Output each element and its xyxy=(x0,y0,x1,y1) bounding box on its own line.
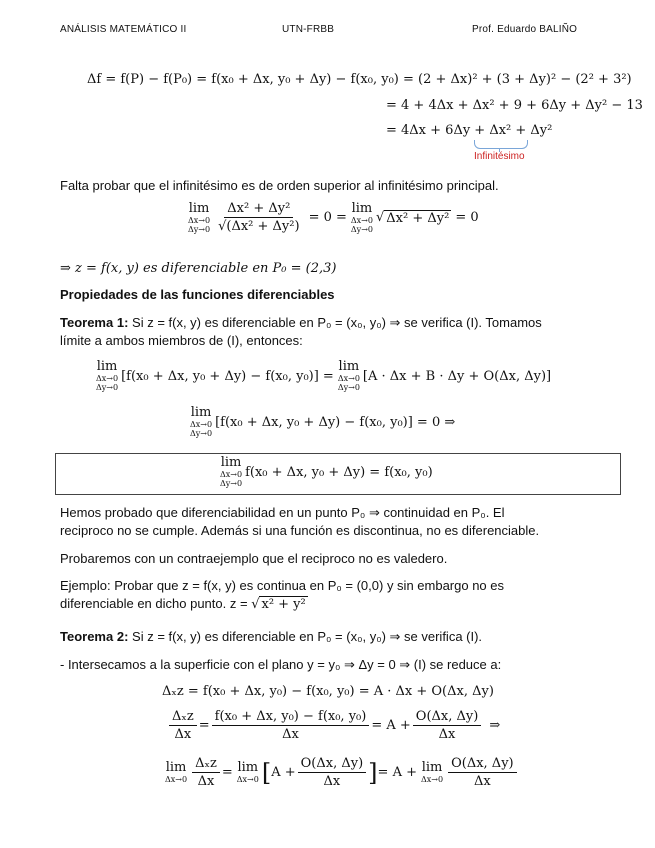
sqrt-sign: √ xyxy=(375,210,385,225)
lim1-sub1-b: Δx→0 xyxy=(350,215,373,225)
last-lim2 xyxy=(237,761,259,784)
lim2-sub1-b: Δx→0 xyxy=(337,374,360,383)
lim3-equation xyxy=(190,406,455,438)
frac-o xyxy=(413,708,482,743)
frac-lhs-num: Δₓz xyxy=(169,708,197,726)
last-frac1-num: Δₓz xyxy=(192,755,220,773)
lim1-word: lim xyxy=(188,200,210,216)
paragraph-diferenciabilidad xyxy=(60,504,625,540)
lim2-word-b: lim xyxy=(338,359,360,374)
lim2-operator-b xyxy=(338,360,360,392)
frac-equation xyxy=(167,708,500,743)
header-professor: Prof. Eduardo BALIÑO xyxy=(472,24,578,35)
eq1-line3: = 4Δx + 6Δy + Δx² + Δy² xyxy=(386,123,553,138)
last-frac1-den: Δx xyxy=(197,774,215,789)
frac-mid-den: Δx xyxy=(282,727,299,742)
lim3-sub2: Δy→0 xyxy=(190,429,213,438)
lim2-rhs: [A · Δx + B · Δy + O(Δx, Δy)] xyxy=(362,368,552,384)
ejemplo-line2 xyxy=(60,595,625,614)
last-frac1 xyxy=(192,755,220,790)
teorema2-label: Teorema 2: xyxy=(60,629,129,644)
lim1-sub2-b: Δy→0 xyxy=(350,224,373,234)
lim2-expr: [f(x₀ + Δx, y₀ + Δy) − f(x₀, y₀)] = xyxy=(121,368,334,384)
eq1-line1 xyxy=(87,72,632,87)
lim1-numerator: Δx² + Δy² xyxy=(224,200,293,218)
infinitesimo-brace xyxy=(474,140,528,149)
last-lim1 xyxy=(165,761,187,784)
frac-mid xyxy=(212,708,370,743)
lim1-sub2: Δy→0 xyxy=(188,224,211,234)
lim1-sqrt: Δx² + Δy² xyxy=(386,210,450,226)
frac-arrow: ⇒ xyxy=(489,718,501,733)
frac-lhs-den: Δx xyxy=(174,727,192,742)
section-title: Propiedades de las funciones diferenciables xyxy=(60,287,335,302)
last-eq1: = xyxy=(221,765,233,780)
frac-mid-num: f(x₀ + Δx, y₀) − f(x₀, y₀) xyxy=(212,708,370,726)
ejemplo-sqrt-sign: √ xyxy=(251,597,260,612)
last-frac2-den: Δx xyxy=(323,774,341,789)
lim2-equation xyxy=(96,360,551,392)
header-institution: UTN-FRBB xyxy=(282,24,335,35)
para1-line2: reciproco no se cumple. Además si una función es discontinua, no es diferenciable. xyxy=(60,523,540,538)
boxed-expr: f(x₀ + Δx, y₀ + Δy) = f(x₀, y₀) xyxy=(245,464,433,480)
eq1-rhs: = (2 + Δx)² + (3 + Δy)² − (2² + 3²) xyxy=(403,72,632,87)
boxed-word: lim xyxy=(220,455,242,470)
lim1-denominator: √(Δx² + Δy²) xyxy=(218,219,300,234)
last-lim3-word: lim xyxy=(421,760,443,775)
lim1-sub1: Δx→0 xyxy=(188,215,211,225)
frac-eq1: = xyxy=(198,718,210,733)
last-lim1-sub: Δx→0 xyxy=(165,775,188,784)
frac-o-den: Δx xyxy=(438,727,456,742)
teorema1 xyxy=(60,314,620,350)
lim2-sub2-b: Δy→0 xyxy=(337,383,360,392)
teorema1-text1: Si z = f(x, y) es diferenciable en P₀ = (x₀, y₀) ⇒ se verifica (I). Tomamos xyxy=(132,315,542,330)
lim2-sub2: Δy→0 xyxy=(96,383,119,392)
boxed-sub1: Δx→0 xyxy=(220,470,243,479)
last-lim2-sub: Δx→0 xyxy=(236,775,259,784)
teorema1-label: Teorema 1: xyxy=(60,315,129,330)
teorema2-text: Si z = f(x, y) es diferenciable en P₀ = (x₀, y₀) ⇒ se verifica (I). xyxy=(132,629,483,644)
last-frac2 xyxy=(298,755,367,790)
lim2-word: lim xyxy=(96,359,118,374)
lim3-operator xyxy=(190,406,212,438)
lim1-mid: = 0 = xyxy=(308,210,347,225)
ejemplo-line2-text: diferenciable en dicho punto. z = xyxy=(60,596,248,611)
boxed-equation xyxy=(220,456,433,488)
last-frac3-num: O(Δx, Δy) xyxy=(448,755,517,773)
lim1-equation xyxy=(188,200,479,235)
last-A-plus: A + xyxy=(271,765,296,780)
bracket-open: [ xyxy=(261,758,272,787)
last-lim2-word: lim xyxy=(237,760,259,775)
eq-dxz: Δₓz = f(x₀ + Δx, y₀) − f(x₀, y₀) = A · Δx + O(Δx, Δy) xyxy=(162,684,494,699)
last-equation xyxy=(165,755,519,790)
ejemplo-line1: Ejemplo: Probar que z = f(x, y) es continua en P₀ = (0,0) y sin embargo no es xyxy=(60,578,505,593)
lim2-sub1: Δx→0 xyxy=(96,374,119,383)
eq1-lhs: Δf = f(P) − f(P₀) = f(x₀ + Δx, y₀ + Δy) − f(x₀, y₀) xyxy=(87,72,399,87)
last-frac3-den: Δx xyxy=(473,774,491,789)
teorema2 xyxy=(60,628,482,646)
lim1-word-b: lim xyxy=(351,200,373,216)
lim1-operator xyxy=(188,202,210,234)
boxed-sub2: Δy→0 xyxy=(220,479,243,488)
last-eq2: = A + xyxy=(377,765,417,780)
ejemplo xyxy=(60,577,625,614)
boxed-operator xyxy=(220,456,242,488)
teorema1-line1 xyxy=(60,314,620,332)
lim3-expr: [f(x₀ + Δx, y₀ + Δy) − f(x₀, y₀)] = 0 ⇒ xyxy=(215,414,456,430)
text-falta-probar: Falta probar que el infinitésimo es de orden superior al infinitésimo principal. xyxy=(60,178,499,193)
frac-eq2: = A + xyxy=(371,718,411,733)
lim2-operator xyxy=(96,360,118,392)
last-frac2-num: O(Δx, Δy) xyxy=(298,755,367,773)
last-lim3-sub: Δx→0 xyxy=(421,775,444,784)
bullet-intersecamos: - Intersecamos a la superficie con el plano y = y₀ ⇒ Δy = 0 ⇒ (I) se reduce a: xyxy=(60,657,502,672)
last-lim3 xyxy=(421,761,443,784)
bracket-close: ] xyxy=(368,758,378,787)
para1-line1: Hemos probado que diferenciabilidad en un punto P₀ ⇒ continuidad en P₀. El xyxy=(60,505,505,520)
header-course: ANÁLISIS MATEMÁTICO II xyxy=(60,24,187,35)
lim1-end: = 0 xyxy=(455,210,479,225)
lim1-fraction xyxy=(215,200,302,235)
conclusion: ⇒ z = f(x, y) es diferenciable en P₀ = (2,3) xyxy=(60,261,337,276)
last-lim1-word: lim xyxy=(165,760,187,775)
lim1-operator-b xyxy=(351,202,373,234)
infinitesimo-label: Infinitésimo xyxy=(474,151,525,162)
lim3-sub1: Δx→0 xyxy=(190,420,213,429)
paragraph-contraejemplo: Probaremos con un contraejemplo que el reciproco no es valedero. xyxy=(60,551,448,566)
last-frac3 xyxy=(448,755,517,790)
ejemplo-sqrt: x² + y² xyxy=(261,597,306,612)
frac-o-num: O(Δx, Δy) xyxy=(413,708,482,726)
teorema1-line2: límite a ambos miembros de (I), entonces: xyxy=(60,333,303,348)
eq1-line2: = 4 + 4Δx + Δx² + 9 + 6Δy + Δy² − 13 xyxy=(386,98,643,113)
frac-lhs xyxy=(169,708,197,743)
lim3-word: lim xyxy=(190,405,212,420)
